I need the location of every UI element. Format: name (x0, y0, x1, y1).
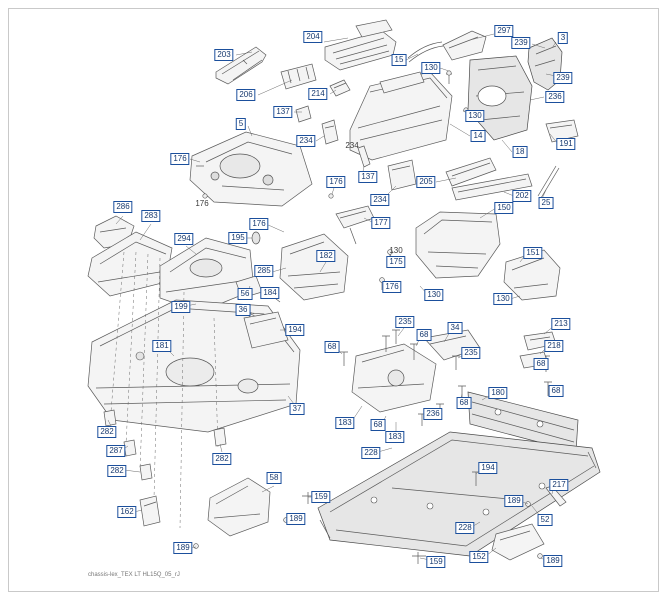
part-234-bracket (322, 120, 338, 144)
part-206-plate (281, 64, 316, 89)
callout-194[interactable]: 194 (285, 324, 304, 336)
callout-130[interactable]: 130 (424, 289, 443, 301)
callout-130[interactable]: 130 (493, 293, 512, 305)
part-282-clip-c (214, 428, 226, 446)
callout-151[interactable]: 151 (523, 247, 542, 259)
callout-204[interactable]: 204 (303, 31, 322, 43)
callout-239[interactable]: 239 (511, 37, 530, 49)
callout-282[interactable]: 282 (97, 426, 116, 438)
callout-52[interactable]: 52 (538, 514, 553, 526)
callout-203[interactable]: 203 (214, 49, 233, 61)
part-183-plate (352, 344, 436, 412)
callout-234[interactable]: 234 (296, 135, 315, 147)
callout-189[interactable]: 189 (286, 513, 305, 525)
callout-195[interactable]: 195 (228, 232, 247, 244)
callout-217[interactable]: 217 (549, 479, 568, 491)
callout-214[interactable]: 214 (308, 88, 327, 100)
callout-130[interactable]: 130 (465, 110, 484, 122)
callout-199[interactable]: 199 (171, 301, 190, 313)
callout-58[interactable]: 58 (267, 472, 282, 484)
callout-180[interactable]: 180 (488, 387, 507, 399)
part-18-side-panel (468, 56, 532, 140)
callout-282[interactable]: 282 (212, 453, 231, 465)
part-204-grille (325, 20, 396, 70)
callout-68[interactable]: 68 (534, 358, 549, 370)
callout-282[interactable]: 282 (107, 465, 126, 477)
callout-236[interactable]: 236 (423, 408, 442, 420)
callout-68[interactable]: 68 (371, 419, 386, 431)
part-177-linkage (336, 206, 374, 244)
callout-5[interactable]: 5 (236, 118, 246, 130)
callout-236[interactable]: 236 (545, 91, 564, 103)
part-150-seat-pan (416, 212, 500, 278)
callout-213[interactable]: 213 (551, 318, 570, 330)
part-5-console (190, 132, 312, 206)
part-297-cover (443, 31, 486, 60)
callout-286[interactable]: 286 (113, 201, 132, 213)
callout-176[interactable]: 176 (382, 281, 401, 293)
callout-283[interactable]: 283 (141, 210, 160, 222)
callout-181[interactable]: 181 (152, 340, 171, 352)
part-14-hood (350, 72, 452, 160)
callout-191[interactable]: 191 (556, 138, 575, 150)
callout-162[interactable]: 162 (117, 506, 136, 518)
part-214-bracket (330, 80, 350, 96)
plain-label-130: 130 (389, 246, 403, 255)
callout-183[interactable]: 183 (385, 431, 404, 443)
callout-15[interactable]: 15 (392, 54, 407, 66)
callout-182[interactable]: 182 (316, 250, 335, 262)
callout-25[interactable]: 25 (539, 197, 554, 209)
callout-152[interactable]: 152 (469, 551, 488, 563)
part-15-hose (408, 42, 443, 62)
callout-37[interactable]: 37 (290, 403, 305, 415)
callout-285[interactable]: 285 (254, 265, 273, 277)
callout-189[interactable]: 189 (543, 555, 562, 567)
callout-175[interactable]: 175 (386, 256, 405, 268)
plain-label-234: 234 (345, 141, 359, 150)
footer-code: chassis-lex_TEX LT HL15Q_05_rJ (88, 572, 180, 578)
callout-14[interactable]: 14 (471, 130, 486, 142)
callout-294[interactable]: 294 (174, 233, 193, 245)
part-287-clip (124, 440, 136, 456)
part-234b-plate (388, 160, 416, 190)
callout-202[interactable]: 202 (512, 190, 531, 202)
callout-34[interactable]: 34 (448, 322, 463, 334)
plain-label-176: 176 (195, 199, 209, 208)
callout-218[interactable]: 218 (544, 340, 563, 352)
callout-150[interactable]: 150 (494, 202, 513, 214)
part-162-bracket (140, 496, 160, 526)
part-25-rod (538, 166, 559, 198)
callout-68[interactable]: 68 (417, 329, 432, 341)
part-58-bracket (208, 478, 270, 536)
callout-137[interactable]: 137 (358, 171, 377, 183)
callout-184[interactable]: 184 (260, 287, 279, 299)
callout-18[interactable]: 18 (513, 146, 528, 158)
callout-68[interactable]: 68 (325, 341, 340, 353)
callout-3[interactable]: 3 (558, 32, 568, 44)
callout-234[interactable]: 234 (370, 194, 389, 206)
callout-228[interactable]: 228 (455, 522, 474, 534)
callout-159[interactable]: 159 (426, 556, 445, 568)
callout-239[interactable]: 239 (553, 72, 572, 84)
callout-176[interactable]: 176 (326, 176, 345, 188)
callout-189[interactable]: 189 (504, 495, 523, 507)
callout-137[interactable]: 137 (273, 106, 292, 118)
callout-235[interactable]: 235 (395, 316, 414, 328)
callout-228[interactable]: 228 (361, 447, 380, 459)
callout-176[interactable]: 176 (170, 153, 189, 165)
callout-235[interactable]: 235 (461, 347, 480, 359)
callout-177[interactable]: 177 (371, 217, 390, 229)
part-282-clip-b (140, 464, 152, 480)
part-195-pin (252, 232, 260, 244)
callout-130[interactable]: 130 (421, 62, 440, 74)
callout-194[interactable]: 194 (478, 462, 497, 474)
callout-297[interactable]: 297 (494, 25, 513, 37)
callout-189[interactable]: 189 (173, 542, 192, 554)
callout-56[interactable]: 56 (238, 288, 253, 300)
callout-206[interactable]: 206 (236, 89, 255, 101)
callout-68[interactable]: 68 (457, 397, 472, 409)
callout-287[interactable]: 287 (106, 445, 125, 457)
part-137-bracket (296, 106, 311, 122)
part-182-panel (280, 234, 348, 300)
callout-68[interactable]: 68 (549, 385, 564, 397)
callout-183[interactable]: 183 (335, 417, 354, 429)
callout-159[interactable]: 159 (311, 491, 330, 503)
callout-176[interactable]: 176 (249, 218, 268, 230)
callout-205[interactable]: 205 (416, 176, 435, 188)
callout-36[interactable]: 36 (236, 304, 251, 316)
